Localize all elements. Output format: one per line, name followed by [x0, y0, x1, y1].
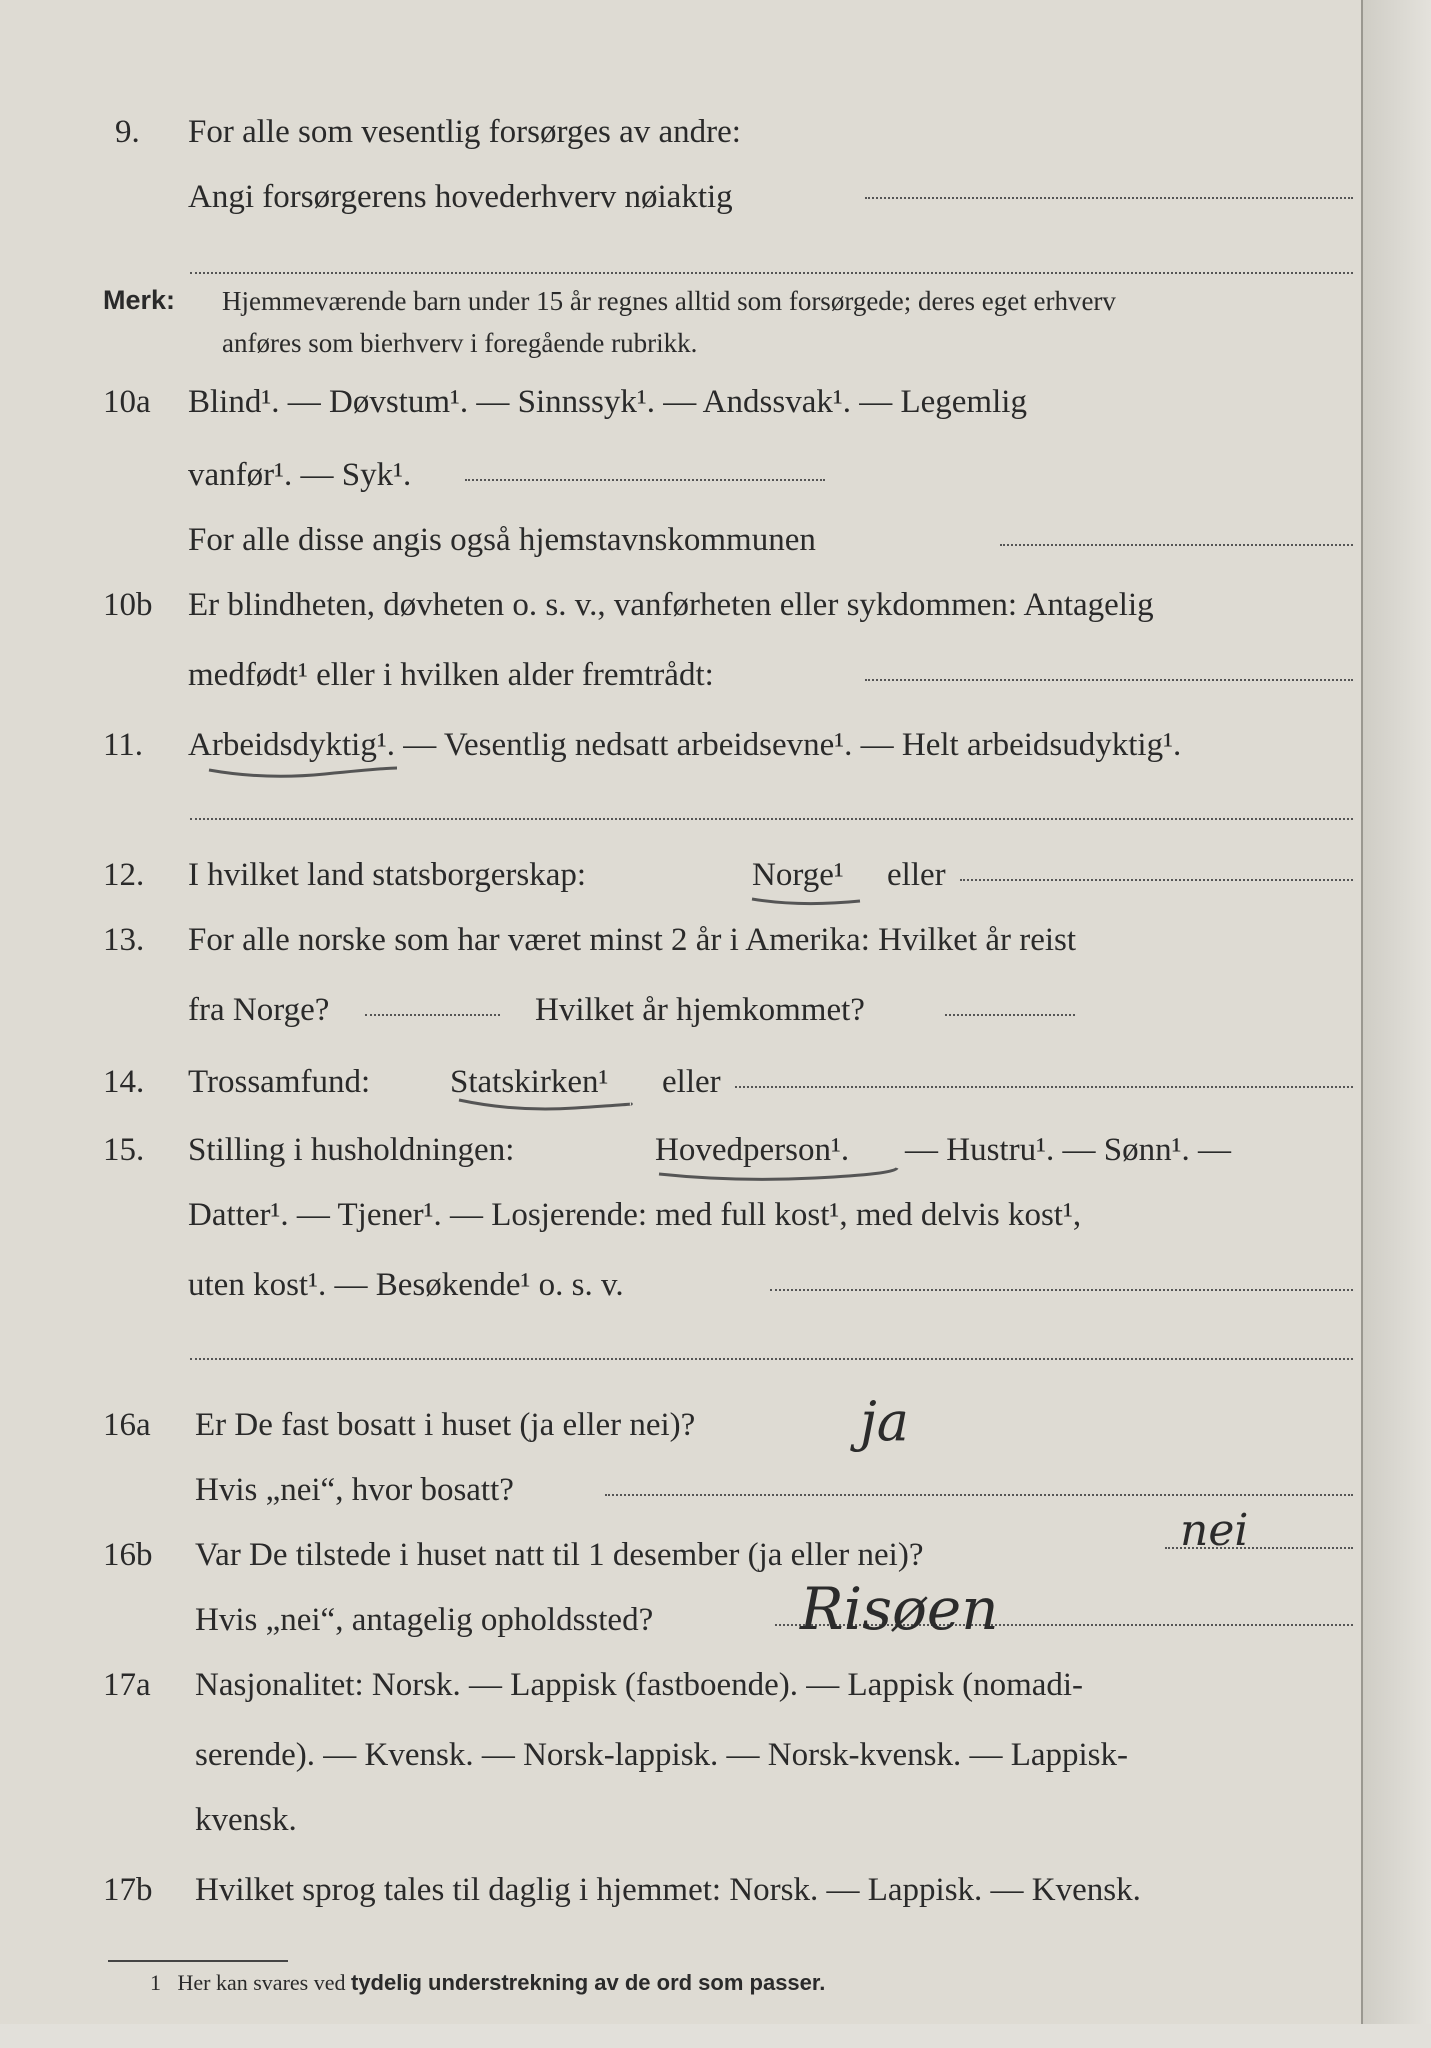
- q13-text-1: For alle norske som har været minst 2 år i Amerika: Hvilket år reist: [188, 922, 1077, 958]
- q10a-text-1: Blind¹. — Døvstum¹. — Sinnssyk¹. — Andssvak¹. — Legemlig: [188, 384, 1027, 420]
- q10b-answer-field[interactable]: [865, 679, 1353, 681]
- merk-label: Merk:: [103, 285, 176, 315]
- q15-hovedperson: Hovedperson¹.: [655, 1132, 850, 1168]
- q14-number: 14.: [103, 1064, 145, 1100]
- q15-text-1: Stilling i husholdningen:: [188, 1132, 515, 1168]
- q10a-text-3: For alle disse angis også hjemstavnskommunen: [188, 522, 816, 558]
- q9-answer-field-2[interactable]: [190, 272, 1353, 274]
- q14-statskirken: Statskirken¹: [450, 1064, 609, 1100]
- q14-eller: eller: [662, 1064, 721, 1100]
- q12-eller: eller: [887, 857, 946, 893]
- q9-text-1: For alle som vesentlig forsørges av andre:: [188, 114, 741, 150]
- q15-text-3: uten kost¹. — Besøkende¹ o. s. v.: [188, 1267, 624, 1303]
- q13-text-2b: Hvilket år hjemkommet?: [535, 992, 865, 1028]
- q16b-text-1: Var De tilstede i huset natt til 1 desember (ja eller nei)?: [195, 1537, 924, 1573]
- q17a-text-1: Nasjonalitet: Norsk. — Lappisk (fastboende). — Lappisk (nomadi-: [195, 1667, 1084, 1703]
- q16b-handwritten-place: Risøen: [800, 1575, 999, 1643]
- q16a-number: 16a: [103, 1407, 151, 1443]
- q12-underline-mark: [750, 893, 870, 909]
- footnote-mark: 1: [150, 1970, 161, 1995]
- q10b-text-1: Er blindheten, døvheten o. s. v., vanførheten eller sykdommen: Antagelig: [188, 587, 1154, 623]
- q17a-text-3: kvensk.: [195, 1802, 297, 1838]
- q16b-handwritten-answer: nei: [1180, 1505, 1249, 1556]
- page-edge: [1361, 0, 1431, 2048]
- q17a-number: 17a: [103, 1667, 151, 1703]
- q17b-number: 17b: [103, 1872, 153, 1908]
- q11-answer-field[interactable]: [190, 818, 1353, 820]
- q15-text-1c: — Hustru¹. — Sønn¹. —: [905, 1132, 1231, 1168]
- q14-text-1: Trossamfund:: [188, 1064, 371, 1100]
- q10a-municipality-field[interactable]: [1000, 544, 1353, 546]
- q17a-text-2: serende). — Kvensk. — Norsk-lappisk. — Norsk-kvensk. — Lappisk-: [195, 1737, 1129, 1773]
- q12-answer-field[interactable]: [960, 879, 1353, 881]
- footnote-rule: [108, 1960, 288, 1962]
- q10b-text-2: medfødt¹ eller i hvilken alder fremtrådt:: [188, 657, 714, 693]
- q16a-text-2: Hvis „nei“, hvor bosatt?: [195, 1472, 514, 1508]
- q15-answer-field-2[interactable]: [190, 1358, 1353, 1360]
- q15-text-2: Datter¹. — Tjener¹. — Losjerende: med full kost¹, med delvis kost¹,: [188, 1197, 1082, 1233]
- q10b-number: 10b: [103, 587, 153, 623]
- q11-number: 11.: [103, 727, 144, 763]
- q16b-text-2: Hvis „nei“, antagelig opholdssted?: [195, 1602, 654, 1638]
- q10a-answer-field[interactable]: [465, 479, 825, 481]
- q9-text-2: Angi forsørgerens hovederhverv nøiaktig: [188, 179, 733, 215]
- merk-text-1: Hjemmeværende barn under 15 år regnes alltid som forsørgede; deres eget erhverv: [222, 286, 1116, 316]
- q17b-text-1: Hvilket sprog tales til daglig i hjemmet: Norsk. — Lappisk. — Kvensk.: [195, 1872, 1141, 1908]
- q11-underline-mark: [205, 762, 405, 782]
- q12-text-1: I hvilket land statsborgerskap:: [188, 857, 587, 893]
- q11-text-1: Arbeidsdyktig¹. — Vesentlig nedsatt arbeidsevne¹. — Helt arbeidsudyktig¹.: [188, 727, 1182, 763]
- q13-text-2a: fra Norge?: [188, 992, 330, 1028]
- footnote-bold-text: tydelig understrekning av de ord som passer.: [351, 1970, 826, 1995]
- q12-number: 12.: [103, 857, 145, 893]
- q10a-text-2: vanfør¹. — Syk¹.: [188, 457, 412, 493]
- footnote-text: Her kan svares ved: [177, 1970, 346, 1995]
- q13-year-returned-field[interactable]: [945, 1014, 1075, 1016]
- q13-number: 13.: [103, 922, 145, 958]
- q14-underline-mark: [455, 1094, 635, 1116]
- q9-answer-field[interactable]: [865, 197, 1353, 199]
- q15-underline-mark: [655, 1162, 905, 1184]
- q16a-handwritten-answer: ja: [860, 1390, 909, 1453]
- q9-number: 9.: [115, 114, 140, 150]
- q15-number: 15.: [103, 1132, 145, 1168]
- q12-norge: Norge¹: [752, 857, 844, 893]
- q16a-text-1: Er De fast bosatt i huset (ja eller nei)?: [195, 1407, 696, 1443]
- q13-year-left-field[interactable]: [365, 1014, 500, 1016]
- q16a-answer-field[interactable]: [605, 1494, 1353, 1496]
- page-bottom-edge: [0, 2024, 1431, 2048]
- footnote: [150, 1970, 825, 1996]
- merk-text-2: anføres som bierhverv i foregående rubrikk.: [222, 328, 698, 358]
- q14-answer-field[interactable]: [735, 1086, 1353, 1088]
- q15-answer-field[interactable]: [770, 1289, 1353, 1291]
- q10a-number: 10a: [103, 384, 151, 420]
- q16b-number: 16b: [103, 1537, 153, 1573]
